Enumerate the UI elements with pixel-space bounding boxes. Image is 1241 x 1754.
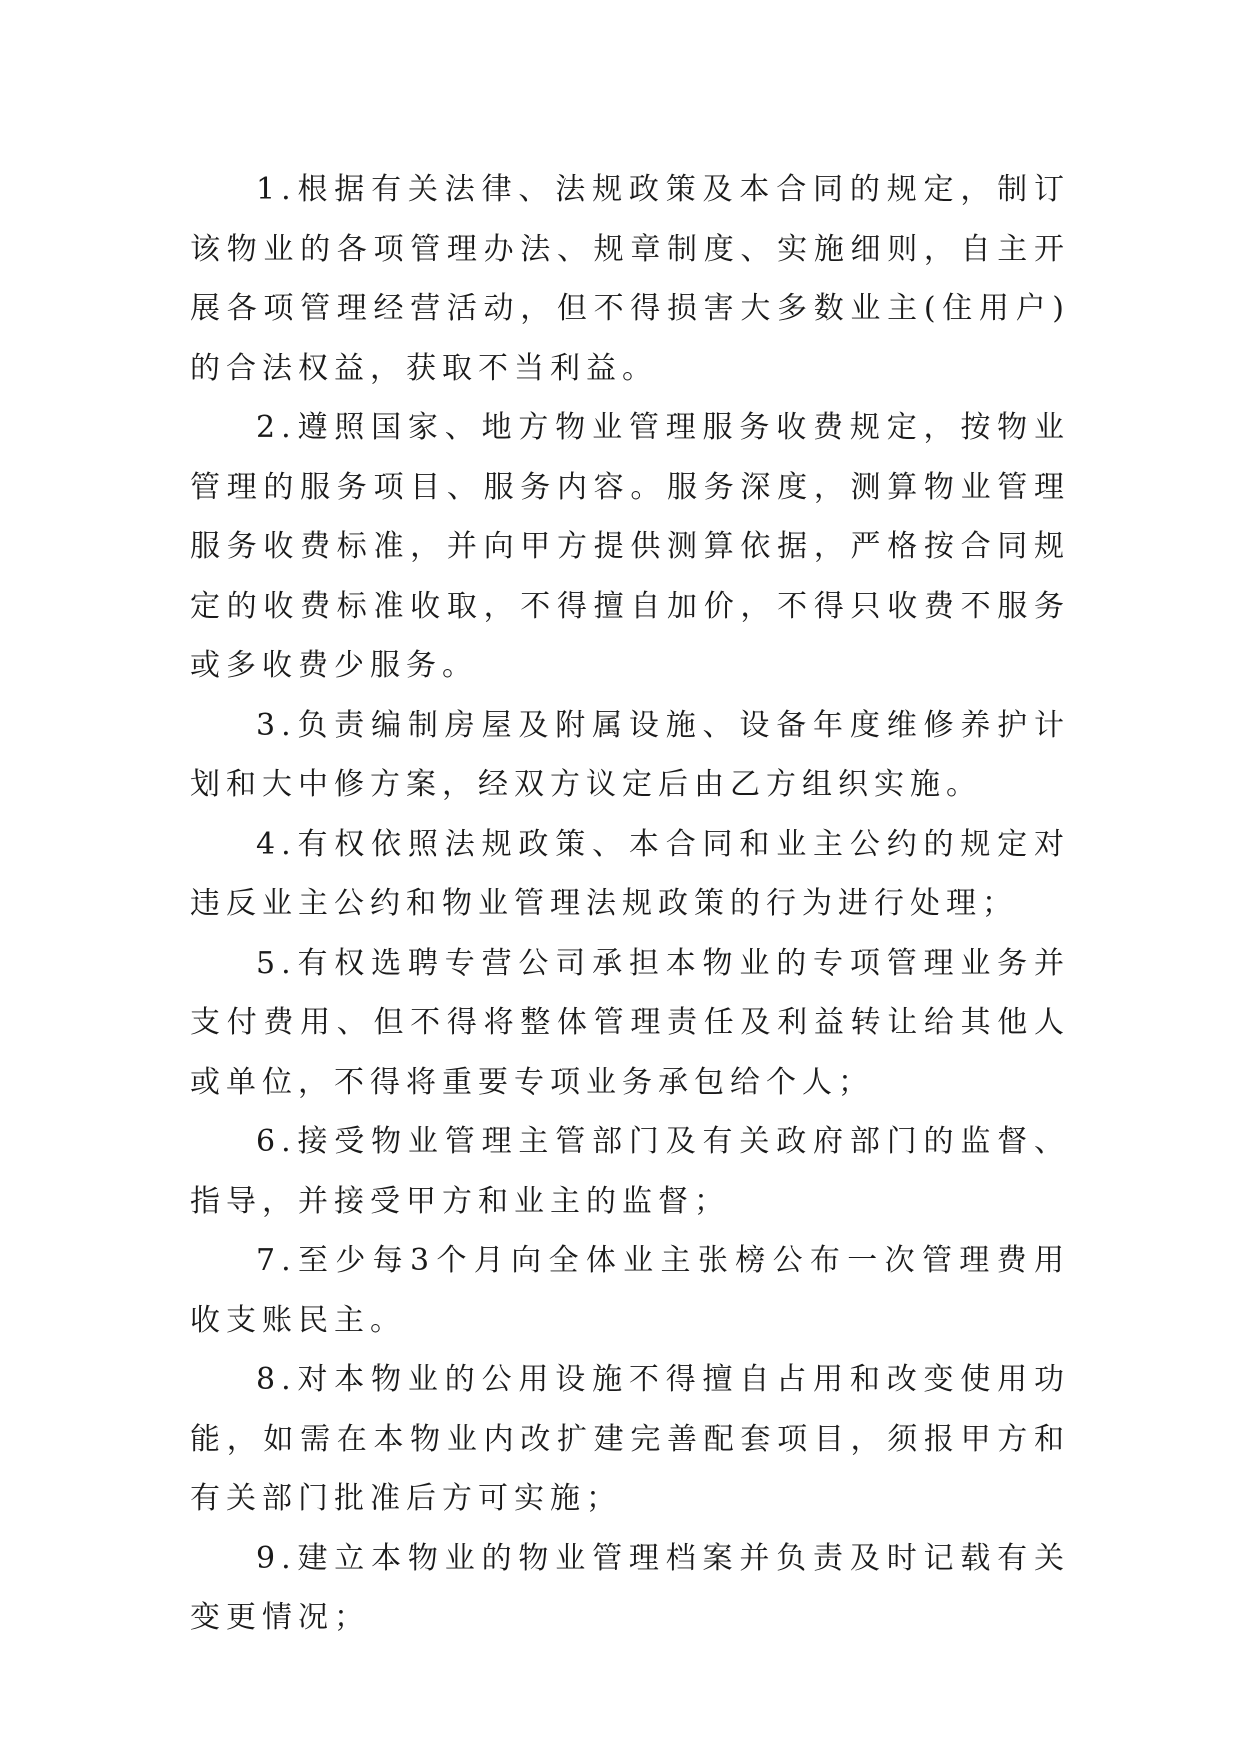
document-body [190,160,1070,1648]
clause-paragraph-2: 2.遵照国家、地方物业管理服务收费规定，按物业管理的服务项目、服务内容。服务深度，测算物业管理服务收费标准，并向甲方提供测算依据，严格按合同规定的收费标准收取，不得擅自加价，不得只收费不服务或多收费少服务。 [190,410,1070,683]
clause-paragraph-8: 8.对本物业的公用设施不得擅自占用和改变使用功能，如需在本物业内改扩建完善配套项目，须报甲方和有关部门批准后方可实施； [190,1362,1070,1516]
clause-paragraph-9: 9.建立本物业的物业管理档案并负责及时记载有关变更情况； [190,1540,1070,1635]
clause-paragraph-1: 1.根据有关法律、法规政策及本合同的规定，制订该物业的各项管理办法、规章制度、实施细则，自主开展各项管理经营活动，但不得损害大多数业主(住用户)的合法权益，获取不当利益。 [190,172,1070,386]
clause-paragraph-5: 5.有权选聘专营公司承担本物业的专项管理业务并支付费用、但不得将整体管理责任及利益转让给其他人或单位，不得将重要专项业务承包给个人； [190,945,1070,1100]
clause-paragraph-6: 6.接受物业管理主管部门及有关政府部门的监督、指导，并接受甲方和业主的监督； [190,1124,1070,1219]
clause-paragraph-4: 4.有权依照法规政策、本合同和业主公约的规定对违反业主公约和物业管理法规政策的行为进行处理； [190,826,1070,921]
clause-paragraph-3: 3.负责编制房屋及附属设施、设备年度维修养护计划和大中修方案，经双方议定后由乙方组织实施。 [190,707,1070,802]
clause-paragraph-7: 7.至少每3个月向全体业主张榜公布一次管理费用收支账民主。 [190,1243,1070,1338]
